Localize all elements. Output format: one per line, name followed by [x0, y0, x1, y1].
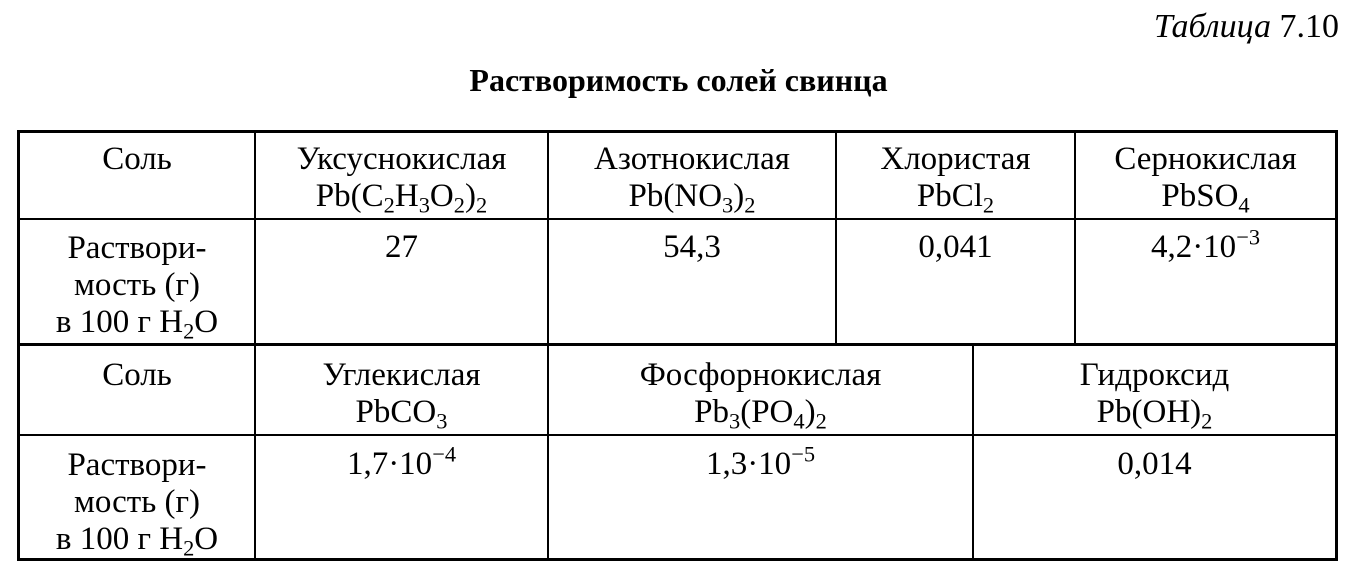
- section-divider: [17, 343, 1338, 346]
- salt-header-hydroxide: [974, 357, 1335, 434]
- salt-formula: PbCl$_2$: [916, 178, 995, 218]
- row-divider: [17, 218, 1338, 220]
- solubility-value: 54,3: [663, 229, 721, 265]
- salt-formula: $Pb_3(PO_4)_2$: [694, 394, 827, 434]
- salt-name: Хлористая: [880, 141, 1031, 177]
- solubility-value: $1,7\cdot 10^{-4}$: [346, 441, 457, 482]
- salt-header-sulfate: [1076, 141, 1335, 218]
- solubility-table: [17, 130, 1338, 561]
- row-header-salt-text: Соль: [102, 357, 172, 393]
- solubility-value: $4,2\cdot 10^{-3}$: [1150, 224, 1261, 265]
- salt-formula: $Pb(OH)_2$: [1096, 394, 1213, 434]
- solubility-value: 27: [385, 229, 418, 265]
- salt-header-chloride: [837, 141, 1074, 218]
- salt-header-acetate: [256, 141, 547, 218]
- solubility-value: $1,3\cdot 10^{-5}$: [705, 441, 816, 482]
- salt-name: Азотнокислая: [594, 141, 790, 177]
- salt-header-carbonate: [256, 357, 547, 434]
- table-border-bottom: [17, 558, 1338, 561]
- salt-name: Углекислая: [322, 357, 481, 393]
- salt-formula: PbCO$_3$: [355, 394, 448, 434]
- row-header-salt-text: Соль: [102, 141, 172, 177]
- solubility-value: 0,014: [1117, 446, 1192, 482]
- salt-header-phosphate: [549, 357, 972, 434]
- row-divider: [17, 434, 1338, 436]
- solubility-value: 0,041: [918, 229, 993, 265]
- salt-name: Гидроксид: [1079, 357, 1230, 393]
- salt-formula: $Pb(C_2H_3O_2)_2$: [315, 178, 488, 218]
- salt-formula: $Pb(NO_3)_2$: [628, 178, 756, 218]
- row-header-solubility: Раствори- мость (г) в 100 г $H_2O$: [55, 230, 219, 344]
- table-title: Растворимость солей свинца: [469, 62, 888, 98]
- table-border-top: [17, 130, 1338, 133]
- table-number-label: Таблица: [1153, 8, 1271, 45]
- table-number-value: 7.10: [1279, 8, 1339, 45]
- salt-name: Фосфорнокислая: [639, 357, 882, 393]
- row-header-solubility: Раствори- мость (г) в 100 г $H_2O$: [55, 447, 219, 561]
- row-header-salt: [20, 357, 254, 394]
- table-number: [1154, 8, 1339, 46]
- row-header-salt: [20, 141, 254, 178]
- salt-name: Сернокислая: [1114, 141, 1297, 177]
- table-border-right: [1335, 130, 1338, 561]
- salt-name: Уксуснокислая: [296, 141, 507, 177]
- salt-header-nitrate: [549, 141, 835, 218]
- salt-formula: PbSO$_4$: [1161, 178, 1250, 218]
